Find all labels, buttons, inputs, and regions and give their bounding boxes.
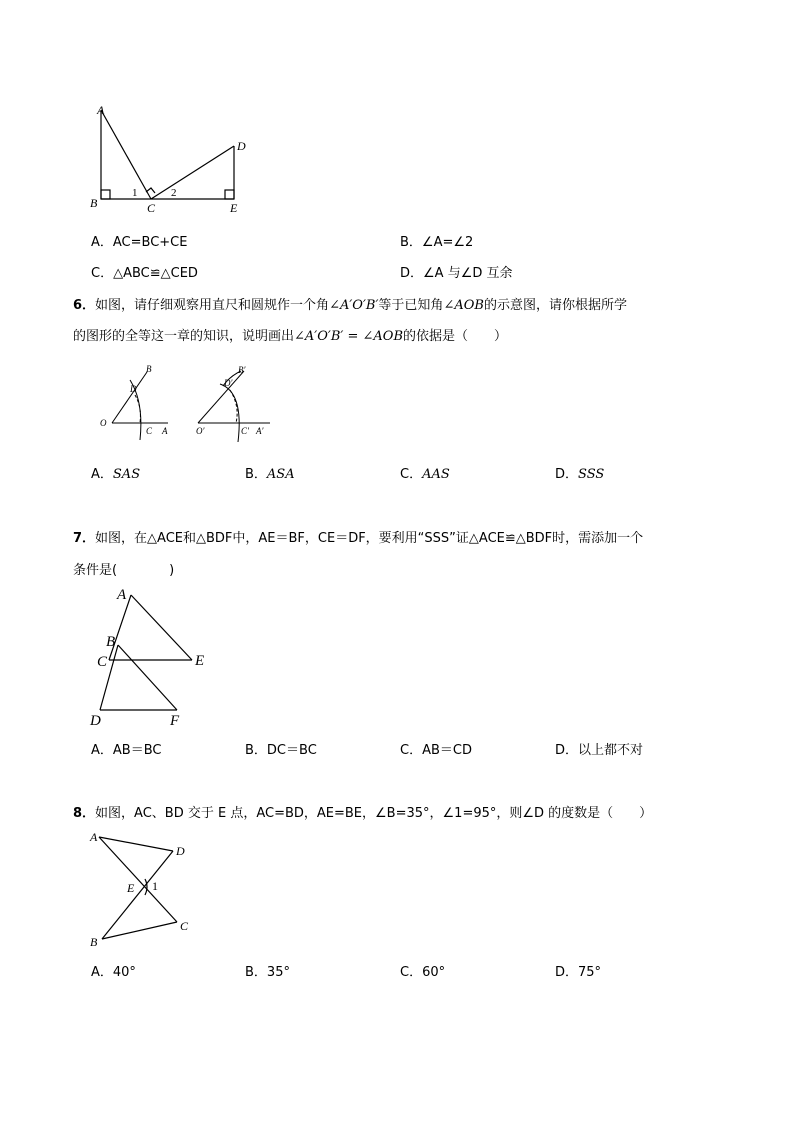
q8-label-e: E	[127, 881, 135, 895]
q6-option-a-prefix: A．	[91, 467, 113, 482]
q5-label-angle1: 1	[132, 187, 138, 199]
q7-label-d: D	[90, 713, 101, 728]
q5-label-angle2: 2	[171, 187, 177, 199]
q5-right-angle-b	[101, 190, 110, 199]
q6-right-label-d: D′	[224, 378, 233, 388]
q7-label-c: C	[97, 654, 108, 670]
q6-right-label-o: O′	[196, 426, 205, 436]
q8-option-b[interactable]: B．35°	[245, 965, 290, 980]
q6-stem-text-a: 如图，请仔细观察用直尺和圆规作一个角	[95, 298, 330, 313]
q7-option-d[interactable]: D．以上都不对	[555, 743, 644, 758]
q8-label-b: B	[90, 935, 98, 949]
q5-right-angle-e	[225, 190, 234, 199]
q6-option-d-prefix: D．	[555, 467, 579, 482]
q5-option-b[interactable]: B．∠A=∠2	[400, 235, 474, 250]
q6-left-ray-ob	[112, 372, 147, 423]
q7-option-b[interactable]: B．DC＝BC	[245, 743, 317, 758]
q6-stem-text-d: 的图形的全等这一章的知识，说明画出	[73, 329, 295, 344]
q6-stem-line1	[73, 294, 627, 313]
q8-label-angle1: 1	[152, 879, 158, 893]
q6-right-arc	[220, 384, 239, 442]
q6-right-label-b: B′	[238, 365, 246, 375]
q7-segment-bf	[118, 645, 177, 710]
q7-label-e: E	[195, 653, 205, 669]
q5-option-d[interactable]: D．∠A 与∠D 互余	[400, 266, 513, 281]
q6-right-label-c: C′	[241, 426, 249, 436]
q7-figure	[85, 583, 215, 728]
q8-label-c: C	[180, 919, 189, 933]
q5-label-c: C	[147, 201, 156, 215]
q6-left-label-c: C	[146, 426, 153, 436]
q6-stem-line2	[73, 325, 507, 344]
q6-option-b[interactable]	[245, 463, 295, 482]
q8-option-d[interactable]: D．75°	[555, 965, 602, 980]
q7-segment-ae	[131, 595, 192, 660]
q7-segment-ac	[109, 595, 131, 660]
q6-equation: ∠A′O′B′ = ∠AOB	[294, 329, 404, 344]
q8-stem-line	[73, 802, 652, 821]
q8-option-c[interactable]: C．60°	[400, 965, 446, 980]
q5-label-a: A	[97, 103, 105, 117]
q5-figure	[85, 100, 255, 215]
q6-option-d-value: SSS	[578, 467, 605, 482]
q7-stem-line1	[73, 527, 643, 546]
q6-stem-text-b: 等于已知角	[378, 298, 444, 313]
q6-option-c[interactable]	[400, 463, 450, 482]
q8-label-d: D	[176, 844, 185, 858]
q7-option-c[interactable]: C．AB＝CD	[400, 743, 472, 758]
q6-left-label-o: O	[100, 418, 107, 428]
q5-segment-ac	[101, 110, 151, 199]
q8-stem-text: 如图，AC、BD 交于 E 点，AC=BD，AE=BE，∠B=35°，∠1=95°，则∠D 的度数是（ ）	[95, 806, 653, 821]
q7-label-a: A	[117, 587, 127, 603]
q7-label-f: F	[170, 713, 180, 728]
q5-option-a[interactable]: A．AC=BC+CE	[91, 235, 188, 250]
q7-number: 7．	[73, 531, 96, 546]
q8-number: 8．	[73, 806, 96, 821]
q7-stem-line2: 条件是( )	[73, 563, 175, 578]
q6-option-d[interactable]	[555, 463, 604, 482]
q6-number: 6．	[73, 298, 96, 313]
q8-figure	[85, 826, 205, 951]
q6-option-a[interactable]	[91, 463, 140, 482]
q6-option-b-prefix: B．	[245, 467, 267, 482]
q8-label-a: A	[90, 830, 98, 844]
q7-label-b: B	[106, 634, 116, 650]
q6-option-c-value: AAS	[422, 467, 450, 482]
q6-option-a-value: SAS	[112, 467, 141, 482]
q6-stem-text-e: 的依据是（ ）	[403, 329, 508, 344]
q6-left-label-d: D	[130, 384, 137, 394]
q7-option-a[interactable]: A．AB＝BC	[91, 743, 162, 758]
q5-segment-cd	[151, 146, 234, 199]
q8-option-a[interactable]: A．40°	[91, 965, 136, 980]
q6-option-b-value: ASA	[266, 467, 295, 482]
q5-label-e: E	[230, 201, 238, 215]
q5-option-c[interactable]: C．△ABC≌△CED	[91, 266, 198, 281]
q6-figure	[98, 362, 278, 447]
q5-label-b: B	[90, 196, 98, 210]
q6-option-c-prefix: C．	[400, 467, 423, 482]
q6-angle-target: ∠A′O′B′	[329, 298, 379, 313]
q6-angle-known: ∠AOB	[443, 298, 484, 313]
q6-left-label-a: A	[162, 426, 168, 436]
q6-stem-text-c: 的示意图，请你根据所学	[483, 298, 627, 313]
q6-right-label-a: A′	[256, 426, 264, 436]
q6-left-label-b: B	[146, 364, 152, 374]
q7-stem-text-a: 如图，在△ACE和△BDF中，AE＝BF，CE＝DF，要利用“SSS”证△ACE≌△BDF时，需添加一个	[95, 531, 644, 546]
q5-label-d: D	[237, 139, 246, 153]
